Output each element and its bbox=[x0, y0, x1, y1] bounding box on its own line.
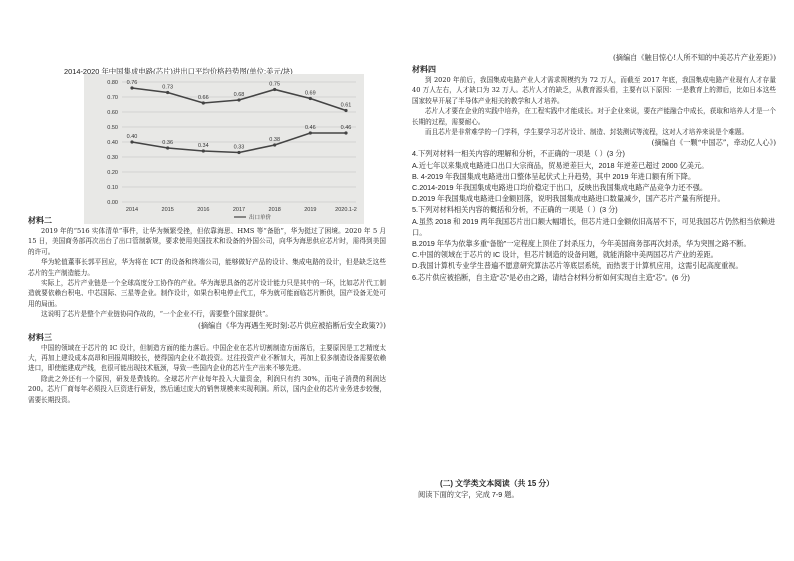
y-tick-label: 0.60 bbox=[107, 110, 118, 116]
question-4: 4.下列对材料一相关内容的理解和分析，不正确的一项是（ ）(3 分) bbox=[412, 149, 625, 159]
section-heading-block bbox=[418, 478, 554, 500]
data-point bbox=[202, 101, 205, 104]
data-point bbox=[309, 97, 312, 100]
data-label: 0.66 bbox=[197, 95, 209, 101]
option-5b: B.2019 年华为依靠多重“备胎”一定程度上顶住了封杀压力，今年美国商务部再次封杀，华为突围之路不断。 bbox=[412, 239, 751, 249]
data-label: 0.36 bbox=[162, 140, 174, 146]
data-label: 0.76 bbox=[126, 80, 138, 86]
data-label: 0.75 bbox=[269, 81, 281, 88]
y-tick-label: 0.80 bbox=[107, 80, 118, 86]
y-tick-label: 0.40 bbox=[107, 140, 118, 146]
section-instruction: 阅读下面的文字，完成 7-9 题。 bbox=[418, 490, 519, 500]
x-tick-label: 2018 bbox=[268, 207, 281, 213]
material2-source: (摘编自《华为再遇生死时刻:芯片供应被掐断后安全政策?》) bbox=[198, 320, 386, 330]
data-point bbox=[273, 143, 276, 146]
data-label: 0.33 bbox=[233, 144, 245, 151]
option-4c: C.2014-2019 年我国集成电路进口均价稳定于出口，反映出我国集成电路产品竞争力还不强。 bbox=[412, 183, 708, 193]
material2-para-3: 实际上，芯片产业链是一个全球高度分工协作的产业。华为海思具备的芯片设计能力只是其中的一环，比如芯片代工制造就要依赖台积电、中芯国际、三星等企业。制作设计，如果台积电停止代工，华为就可能面临芯片断供，国产设备无处可用的局面。 bbox=[28, 279, 386, 308]
data-point bbox=[130, 86, 133, 89]
material4-para-2: 芯片人才要在企业的实践中培养，在工程实践中才能成长。对于企业来说，要在产能融合中成长，获取和培养人才是一个长期的过程，需要耐心。 bbox=[412, 107, 776, 126]
y-tick-label: 0.00 bbox=[107, 200, 118, 206]
option-4d: D.2019 年我国集成电路进口金额回落，说明我国集成电路进口数量减少，国产芯片产量有所提升。 bbox=[412, 194, 725, 204]
material3-para-2: 除此之外还有一个原因，研发是费钱的。全球芯片产业每年投入大量资金，利润只有约 30%，而电子消费的利润达 200。芯片厂商每年必须投入巨资进行研发，然后通过庞大的销售规模来实现利润。所以，国内企业的芯片业务进步较慢，需要长期投资。 bbox=[28, 374, 386, 404]
data-point bbox=[237, 98, 240, 101]
x-tick-label: 2020.1-2 bbox=[335, 207, 357, 213]
data-label: 0.40 bbox=[126, 134, 138, 140]
data-label: 0.38 bbox=[269, 137, 281, 143]
data-point bbox=[166, 146, 169, 149]
x-tick-label: 2019 bbox=[304, 207, 317, 213]
option-5d: D.我国计算机专业学生普遍不愿意研究算法芯片等底层系统，而热衷于计算机应用，这需引起高度重视。 bbox=[412, 261, 743, 271]
question-6: 6.芯片供应被掐断，自主造“芯”是必由之路，请结合材料分析如何实现自主造“芯”。(6 分) bbox=[412, 272, 690, 282]
material3-para-1: 中国的领域在于芯片的 IC 设计，但制造方面的能力落后。中国企业在芯片切割制造方面落后，主要原因是工艺精度太大，再加上建设成本高昂和回报周期较长，使得国内企业不敢投资。过往投资产业不断加大，再加上很多制造设备需要依赖进口，即使能建成产线，也很可能出现技术瓶颈，导致一些国内企业的芯片生产出来不够先进。 bbox=[28, 343, 386, 373]
data-label: 0.69 bbox=[304, 90, 316, 97]
y-tick-label: 0.10 bbox=[107, 185, 118, 191]
option-4a: A.近七年以来集成电路进口出口大宗商品，贸易逆差巨大，2018 年逆差已超过 2000 亿美元。 bbox=[412, 160, 709, 170]
material4-para-1: 到 2020 年前后，我国集成电路产业人才需求规模约为 72 万人，而截至 2017 年底，我国集成电路产业现有人才存量 40 万人左右，人才缺口为 32 万人。芯片人才的缺乏，从教育源头看，主要有以下原因：一是教育上的滞后，比如日本这些国家较早开展了半导体产业相关的教学和人才培养。 bbox=[412, 76, 776, 105]
data-point bbox=[273, 88, 276, 91]
option-5a: A.虽然 2018 和 2019 两年我国芯片出口额大幅增长，但芯片进口金额依旧高居不下，可见我国芯片仍然相当依赖进口。 bbox=[412, 216, 776, 237]
legend-label: 出口单价 bbox=[249, 215, 272, 221]
y-tick-label: 0.20 bbox=[107, 170, 118, 176]
x-tick-label: 2016 bbox=[197, 207, 210, 213]
material2-para-2: 华为轮值董事长郭平回应，华为将在 ICT 的设备和终端公司，能够做好产品的设计、集成电路的设计，但是缺乏这些芯片的生产制造能力。 bbox=[28, 258, 386, 277]
data-point bbox=[309, 131, 312, 134]
left-column bbox=[28, 214, 386, 405]
top-source: (摘编自《触目惊心!人所不知的中美芯片产业差距》) bbox=[612, 53, 776, 62]
data-label: 0.46 bbox=[340, 125, 352, 131]
material2-para-4: 这说明了芯片是整个产业链协同作战的，“一个企业不行，需要整个国家提供”。 bbox=[41, 310, 272, 319]
option-4b: B. 4-2019 年我国集成电路进出口整体呈起伏式上升趋势，其中 2019 年进口额有所下降。 bbox=[412, 171, 696, 181]
right-column bbox=[412, 52, 776, 283]
y-tick-label: 0.50 bbox=[107, 125, 118, 131]
data-point bbox=[344, 131, 347, 134]
option-5c: C.中国的领域在于芯片的 IC 设计，但芯片制造的设备问题，就能消除中美两国芯片产业的差距。 bbox=[412, 250, 718, 260]
material4-title: 材料四 bbox=[412, 64, 436, 74]
data-point bbox=[344, 109, 347, 112]
material2-title: 材料二 bbox=[28, 215, 52, 225]
question-5: 5.下列对材料相关内容的概括和分析，不正确的一项是（ ）(3 分) bbox=[412, 205, 618, 215]
y-tick-label: 0.70 bbox=[107, 95, 118, 101]
material3-title: 材料三 bbox=[28, 331, 52, 342]
x-tick-label: 2014 bbox=[125, 207, 139, 213]
data-point bbox=[166, 91, 169, 94]
data-label: 0.73 bbox=[162, 84, 174, 91]
x-tick-label: 2017 bbox=[232, 207, 246, 213]
material4-para-3: 而且芯片是非常难学的一门学科，学生要学习芯片设计、制造、封装测试等流程，这对人才培养来说是个难题。 bbox=[425, 128, 749, 137]
data-label: 0.61 bbox=[340, 102, 352, 109]
section-title: (二) 文学类文本阅读（共 15 分） bbox=[440, 479, 554, 488]
price-trend-chart bbox=[84, 74, 364, 224]
y-tick-label: 0.30 bbox=[107, 155, 118, 161]
data-label: 0.34 bbox=[197, 143, 209, 149]
chart-title: 2014-2020 年中国集成电路(芯片)进出口平均价格趋势图(单位:美元/块) bbox=[64, 67, 293, 76]
data-label: 0.46 bbox=[304, 125, 316, 131]
material4-source: (摘编自《一颗“中国芯”，牵动亿人心》) bbox=[651, 138, 776, 148]
data-label: 0.68 bbox=[233, 92, 245, 98]
data-point bbox=[130, 140, 133, 143]
material2-para-1: 2019 年的“516 实体清单”事件，让华为频繁受挫，但依靠海思、HMS 等“备胎”，华为挺过了困境。2020 年 5 月 15 日，美国商务部再次出台了出口管制新规，要求使用美国技术和设备的外国公司，向华为海思供应芯片时，需得到美国的许可。 bbox=[28, 227, 386, 256]
x-tick-label: 2015 bbox=[161, 207, 174, 213]
data-point bbox=[237, 151, 240, 154]
data-point bbox=[202, 149, 205, 152]
